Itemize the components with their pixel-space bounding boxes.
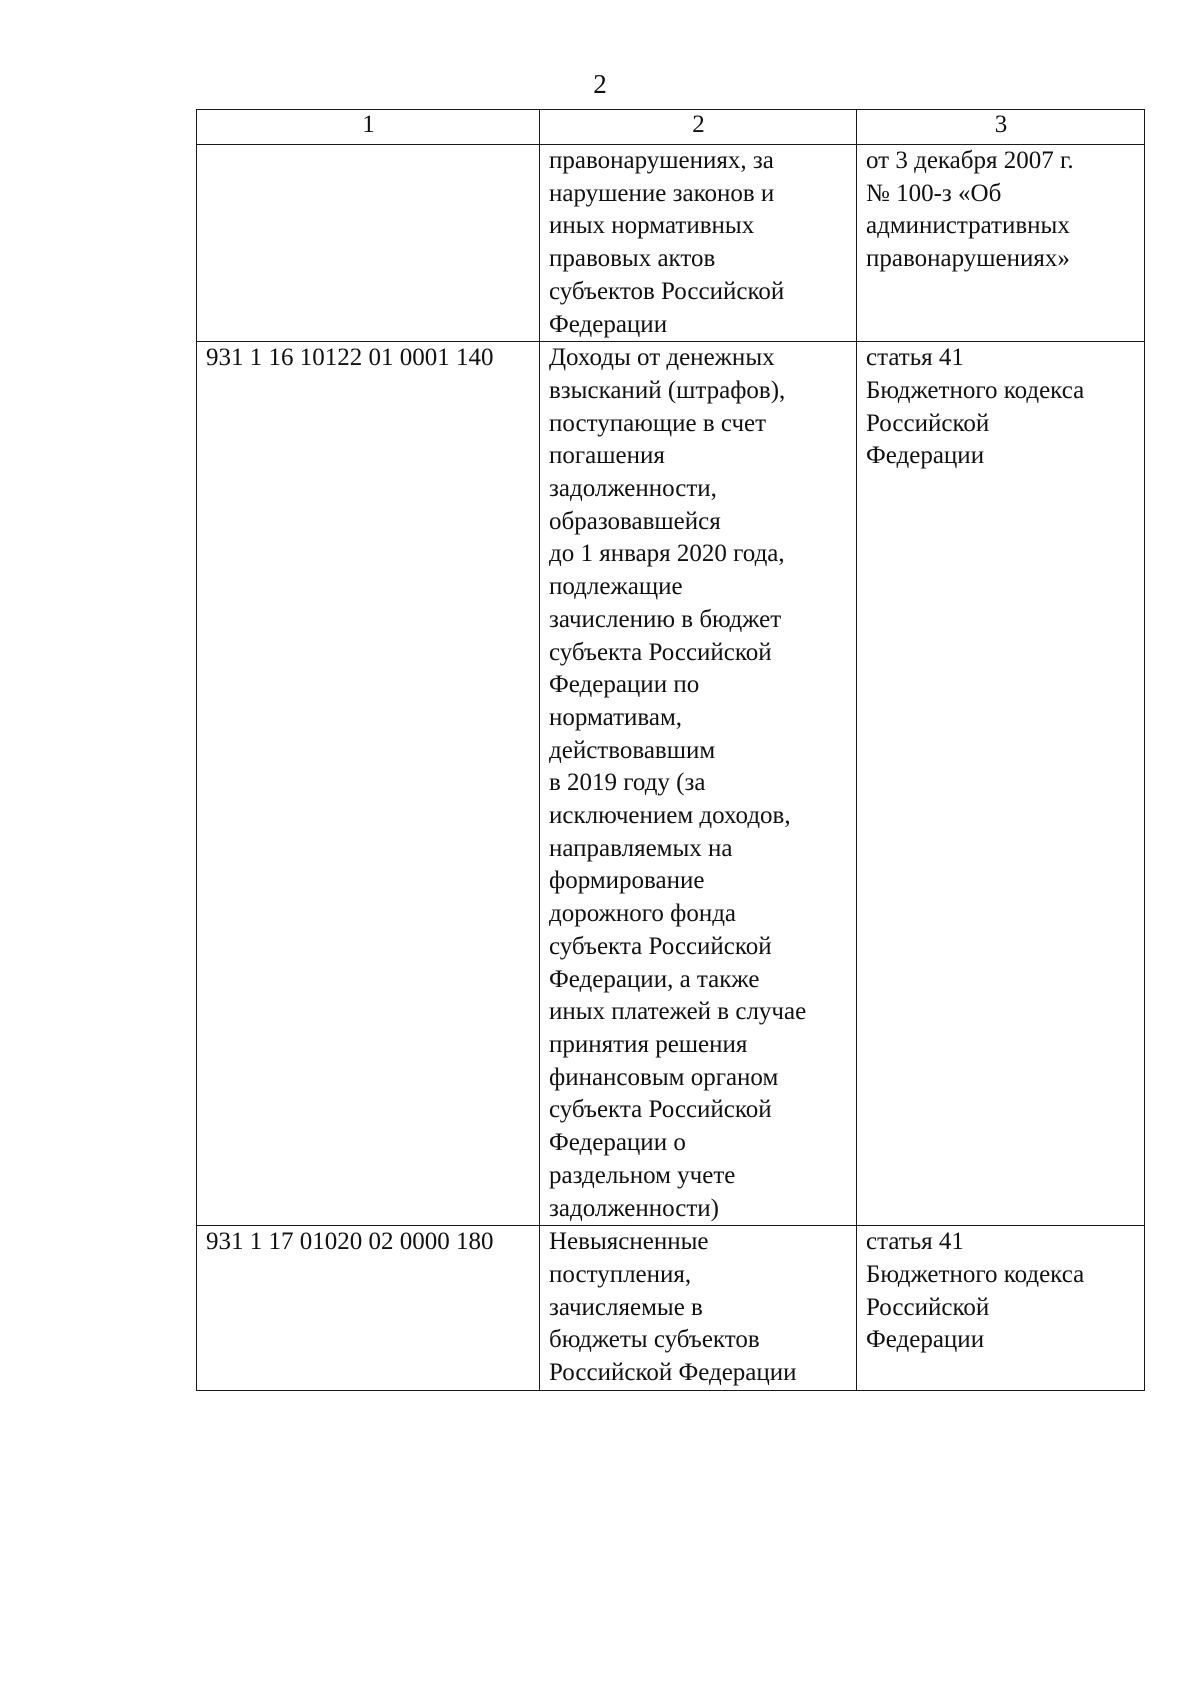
legal-basis-cell (857, 1226, 1145, 1391)
revenue-name-cell (540, 145, 857, 342)
revenue-name-text: Невыясненные поступления, зачисляемые в бюджеты субъектов Российской Федерации (549, 1228, 797, 1387)
revenue-code-cell (197, 145, 540, 342)
revenue-name-text: Доходы от денежных взысканий (штрафов), поступающие в счет погашения задолженности, образовавшейся до 1 января 2020 года, подлежащие зачислению в бюджет субъекта Российской Федерации по нормативам, действовавшим в 2019 году (за исключением доходов, направляемых на формирование дорожного фонда субъекта Российской Федерации, а также иных платежей в случае принятия решения финансовым органом субъекта Российской Федерации о раздельном учете задолженности) (549, 344, 807, 1222)
page-number: 2 (593, 69, 607, 99)
legal-basis-text: статья 41 Бюджетного кодекса Российской Федерации (866, 344, 1085, 470)
column-header-1: 1 (197, 110, 540, 145)
table-row (197, 1226, 1145, 1391)
legal-basis-cell (857, 145, 1145, 342)
column-header-2: 2 (540, 110, 857, 145)
revenue-name-cell (540, 342, 857, 1226)
revenue-code-cell: 931 1 17 01020 02 0000 180 (197, 1226, 540, 1391)
table-row (197, 145, 1145, 342)
legal-basis-text: от 3 декабря 2007 г. № 100-з «Об административных правонарушениях» (866, 147, 1074, 273)
revenue-codes-table (196, 109, 1145, 1391)
legal-basis-text: статья 41 Бюджетного кодекса Российской Федерации (866, 1228, 1085, 1354)
column-header-3: 3 (857, 110, 1145, 145)
legal-basis-cell (857, 342, 1145, 1226)
table-row (197, 342, 1145, 1226)
revenue-name-cell (540, 1226, 857, 1391)
table-header-row (197, 110, 1145, 145)
revenue-name-text: правонарушениях, за нарушение законов и иных нормативных правовых актов субъектов Российской Федерации (549, 147, 785, 338)
revenue-code-cell: 931 1 16 10122 01 0001 140 (197, 342, 540, 1226)
